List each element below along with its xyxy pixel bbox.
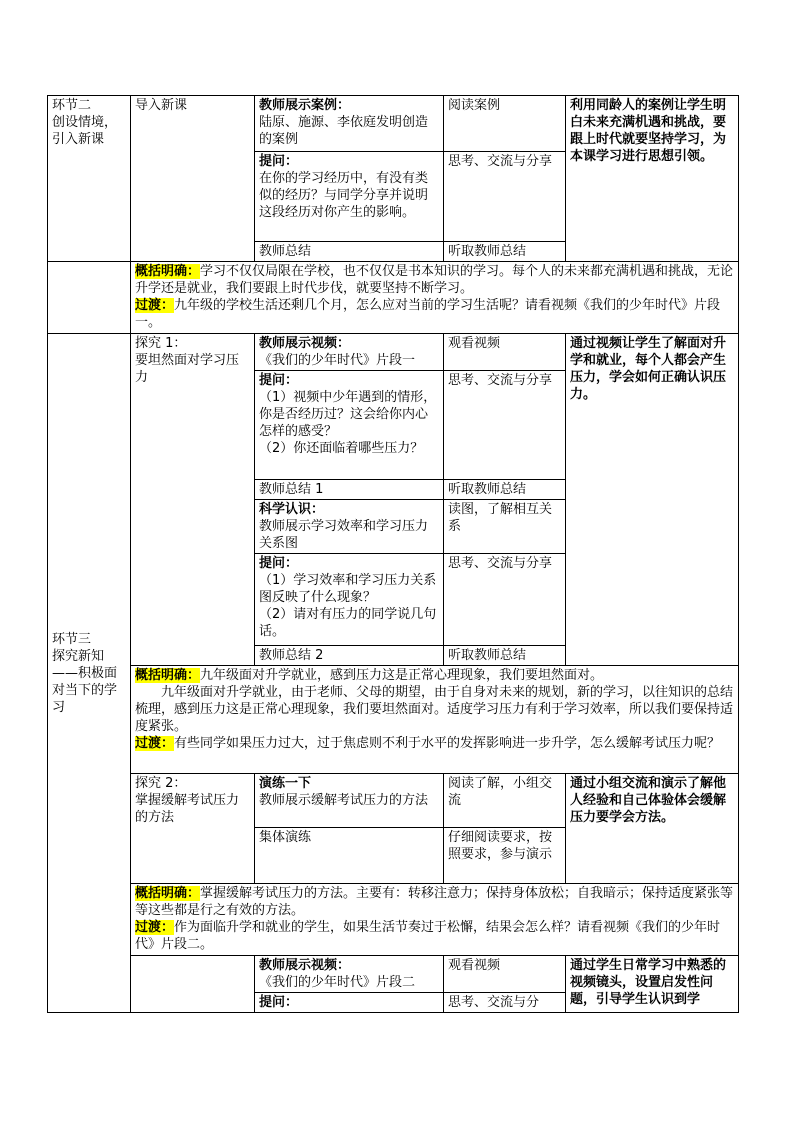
activity-body: 教师展示缓解考试压力的方法 xyxy=(259,793,429,808)
activity-body: 《我们的少年时代》片段一 xyxy=(259,353,416,368)
activity-title: 教师展示案例： xyxy=(259,98,351,113)
summary-text: 掌握缓解考试压力的方法。主要有：转移注意力；保持身体放松；自我暗示；保持适度紧张等等这些都是行之有效的方法。 xyxy=(135,886,734,918)
activity-body: 教师展示学习效率和学习压力关系图 xyxy=(259,519,429,551)
activity-body: 陆原、施源、李依庭发明创造的案例 xyxy=(259,115,429,147)
step-cell-explore2: 探究 2： 掌握缓解考试压力的方法 xyxy=(131,774,255,884)
activity-body: 在你的学习经历中，有没有类似的经历？与同学分享并说明这段经历对你产生的影响。 xyxy=(259,171,429,220)
summary-label: 概括明确： xyxy=(135,264,201,279)
summary-cell-section2 xyxy=(131,262,739,334)
transition-label: 过渡： xyxy=(135,920,175,935)
student-activity-cell: 听取教师总结 xyxy=(444,646,566,666)
activity-body: （1）学习效率和学习压力关系图反映了什么现象？ （2）请对有压力的同学说几句话。 xyxy=(259,573,437,639)
lesson-plan-table xyxy=(47,95,739,1013)
student-activity-cell: 思考、交流与分享 xyxy=(444,554,566,646)
student-activity-cell: 听取教师总结 xyxy=(444,242,566,262)
teacher-activity-cell xyxy=(255,993,444,1013)
design-purpose-cell: 通过小组交流和演示了解他人经验和自己体验体会缓解压力要学会方法。 xyxy=(566,774,739,884)
student-activity-cell: 阅读案例 xyxy=(444,96,566,152)
transition-text: 有些同学如果压力过大，过于焦虑则不利于水平的发挥影响进一步升学，怎么缓解考试压力呢？ xyxy=(174,736,721,751)
summary-text: 学习不仅仅局限在学校，也不仅仅是书本知识的学习。每个人的未来都充满机遇和挑战，无论升学还是就业，我们要跟上时代步伐，就要坚持不断学习。 xyxy=(135,264,734,296)
student-activity-cell: 思考、交流与分 xyxy=(444,993,566,1013)
student-activity-cell: 思考、交流与分享 xyxy=(444,152,566,242)
summary-text: 九年级面对升学就业，感到压力这是正常心理现象，我们要坦然面对。 xyxy=(200,668,604,683)
transition-label: 过渡： xyxy=(135,736,175,751)
stage-cell-section3: 环节三 探究新知 ——积极面对当下的学习 xyxy=(48,334,131,1013)
transition-text: 作为面临升学和就业的学生，如果生活节奏过于松懈，结果会怎么样？请看视频《我们的少年时代》片段二。 xyxy=(135,920,721,952)
teacher-activity-cell xyxy=(255,371,444,480)
teacher-activity-cell xyxy=(255,500,444,554)
teacher-activity-cell xyxy=(255,956,444,993)
summary-cell-explore2 xyxy=(131,884,739,956)
design-purpose-cell: 通过学生日常学习中熟悉的视频镜头，设置启发性问题，引导学生认识到学 xyxy=(566,956,739,1013)
activity-title: 提问： xyxy=(259,373,299,388)
student-activity-cell: 仔细阅读要求，按照要求，参与演示 xyxy=(444,828,566,884)
summary-label: 概括明确： xyxy=(135,886,201,901)
activity-title: 提问： xyxy=(259,556,299,571)
activity-body: （1）视频中少年遇到的情形，你是否经历过？这会给你内心怎样的感受？ （2）你还面临着哪些压力？ xyxy=(259,390,437,456)
summary-paragraph: 九年级面对升学就业，由于老师、父母的期望，由于自身对未来的规划，新的学习，以往知识的总结梳理，感到压力这是正常心理现象，我们要坦然面对。适度学习压力有利于学习效率，所以我们要保持适度紧张。 xyxy=(135,685,734,734)
teacher-activity-cell xyxy=(255,334,444,371)
activity-title: 提问： xyxy=(259,154,299,169)
teacher-activity-cell: 教师总结 xyxy=(255,242,444,262)
summary-cell-explore1 xyxy=(131,666,739,774)
stage-cell-section2: 环节二 创设情境， 引入新课 xyxy=(48,96,131,262)
student-activity-cell: 思考、交流与分享 xyxy=(444,371,566,480)
transition-label: 过渡： xyxy=(135,298,175,313)
teacher-activity-cell xyxy=(255,554,444,646)
activity-title: 提问： xyxy=(259,995,299,1010)
summary-label: 概括明确： xyxy=(135,668,201,683)
transition-text: 九年级的学校生活还剩几个月，怎么应对当前的学习生活呢？请看视频《我们的少年时代》片段一。 xyxy=(135,298,721,330)
teacher-activity-cell: 教师总结 1 xyxy=(255,480,444,500)
student-activity-cell: 听取教师总结 xyxy=(444,480,566,500)
design-purpose-cell: 通过视频让学生了解面对升学和就业，每个人都会产生压力，学会如何正确认识压力。 xyxy=(566,334,739,666)
teacher-activity-cell: 集体演练 xyxy=(255,828,444,884)
teacher-activity-cell xyxy=(255,152,444,242)
activity-body: 《我们的少年时代》片段二 xyxy=(259,975,416,990)
step-cell-intro: 导入新课 xyxy=(131,96,255,262)
teacher-activity-cell xyxy=(255,96,444,152)
student-activity-cell: 阅读了解，小组交流 xyxy=(444,774,566,828)
stage-column-spacer xyxy=(48,262,131,334)
student-activity-cell: 读图，了解相互关系 xyxy=(444,500,566,554)
design-purpose-cell: 利用同龄人的案例让学生明白未来充满机遇和挑战，要跟上时代就要坚持学习，为本课学习进行思想引领。 xyxy=(566,96,739,262)
step-cell-explore1: 探究 1： 要坦然面对学习压力 xyxy=(131,334,255,666)
activity-title: 演练一下 xyxy=(259,776,312,791)
activity-title: 科学认识： xyxy=(259,502,325,517)
student-activity-cell: 观看视频 xyxy=(444,334,566,371)
student-activity-cell: 观看视频 xyxy=(444,956,566,993)
activity-title: 教师展示视频： xyxy=(259,958,351,973)
teacher-activity-cell: 教师总结 2 xyxy=(255,646,444,666)
step-cell-explore3 xyxy=(131,956,255,1013)
activity-title: 教师展示视频： xyxy=(259,336,351,351)
teacher-activity-cell xyxy=(255,774,444,828)
